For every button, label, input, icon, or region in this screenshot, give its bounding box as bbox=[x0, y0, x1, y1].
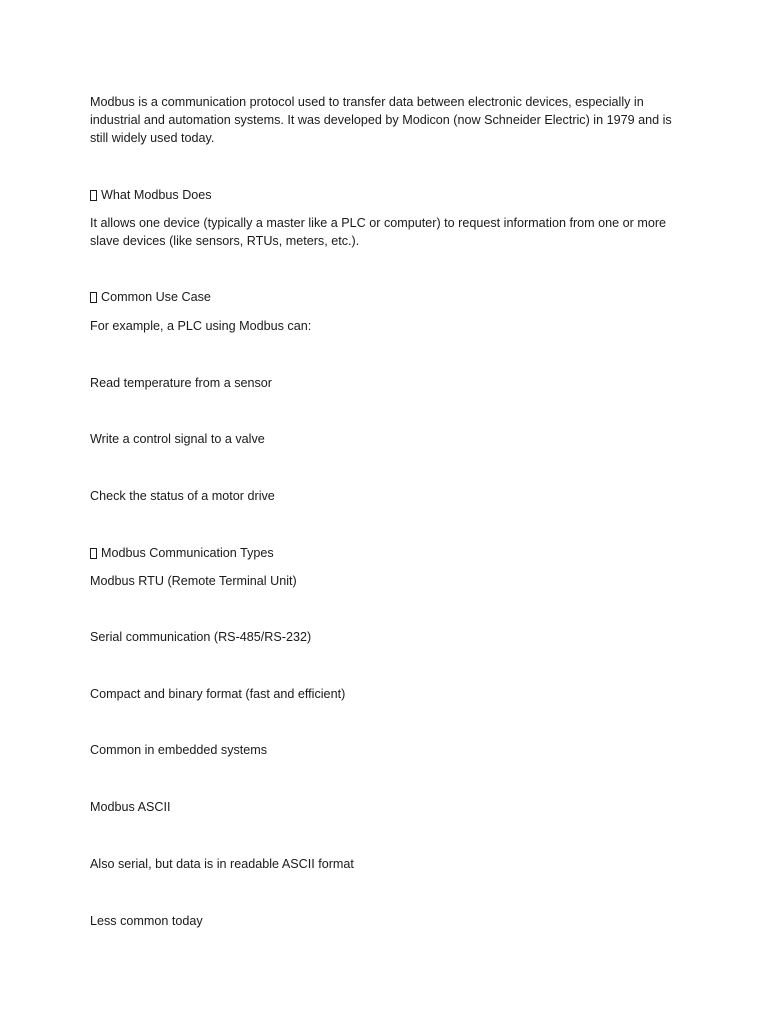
section-heading-label: What Modbus Does bbox=[101, 188, 212, 202]
list-item: Modbus ASCII bbox=[90, 800, 171, 814]
section-heading-what-modbus-does bbox=[90, 186, 690, 204]
list-item: Common in embedded systems bbox=[90, 743, 268, 757]
section-heading-label: Common Use Case bbox=[101, 290, 211, 304]
list-item: Check the status of a motor drive bbox=[90, 489, 275, 503]
list-item: Also serial, but data is in readable ASCII format bbox=[90, 857, 354, 871]
use-case-intro: For example, a PLC using Modbus can: bbox=[90, 319, 312, 333]
list-item: Write a control signal to a valve bbox=[90, 432, 265, 446]
list-item: Compact and binary format (fast and efficient) bbox=[90, 687, 346, 701]
section-body-paragraph: It allows one device (typically a master like a PLC or computer) to request information from one or more slave devices (like sensors, RTUs, meters, etc.). bbox=[90, 216, 667, 248]
missing-glyph-icon bbox=[90, 292, 97, 303]
missing-glyph-icon bbox=[90, 190, 97, 201]
list-item: Serial communication (RS-485/RS-232) bbox=[90, 630, 312, 644]
intro-paragraph: Modbus is a communication protocol used to transfer data between electronic devices, especially in industrial and automation systems. It was developed by Modicon (now Schneider Electric) in 1979 and is still widely used today. bbox=[90, 95, 672, 145]
section-heading-communication-types bbox=[90, 544, 690, 562]
list-item: Less common today bbox=[90, 914, 203, 928]
missing-glyph-icon bbox=[90, 548, 97, 559]
list-item: Read temperature from a sensor bbox=[90, 376, 272, 390]
section-heading-common-use-case bbox=[90, 288, 690, 306]
list-item: Modbus RTU (Remote Terminal Unit) bbox=[90, 574, 297, 588]
section-heading-label: Modbus Communication Types bbox=[101, 546, 274, 560]
